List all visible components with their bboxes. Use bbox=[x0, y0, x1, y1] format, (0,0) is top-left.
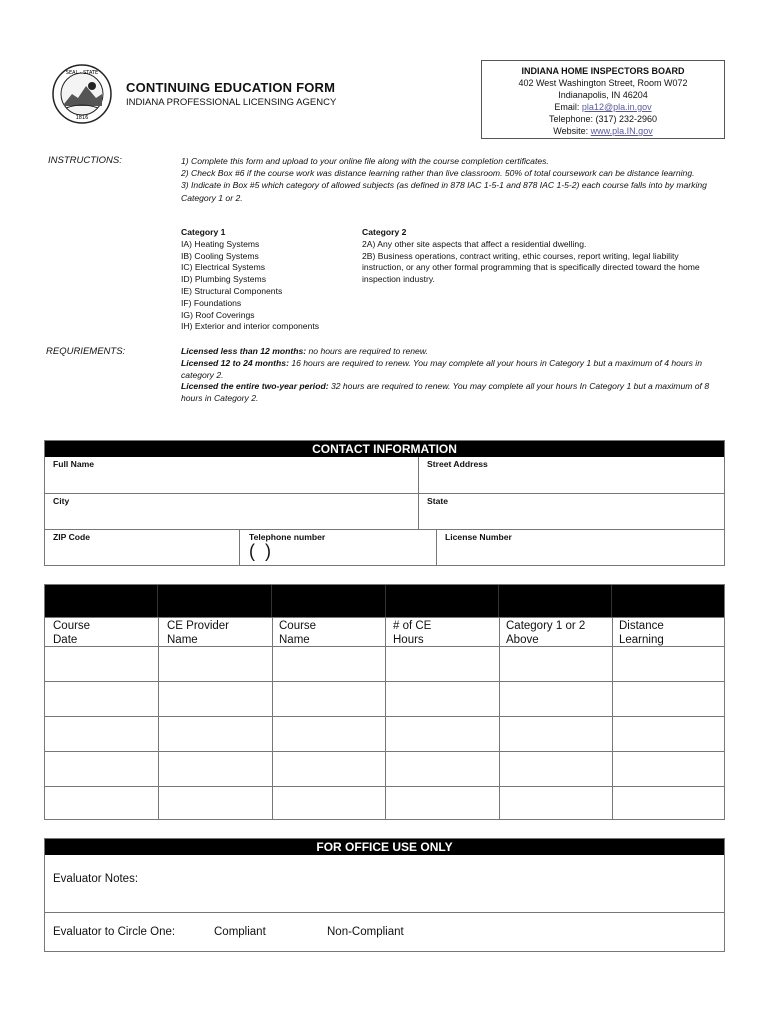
contact-heading: CONTACT INFORMATION bbox=[45, 441, 724, 457]
cat2-item: 2A) Any other site aspects that affect a residential dwelling. bbox=[362, 238, 587, 249]
evaluator-circle-label: Evaluator to Circle One: bbox=[53, 926, 176, 938]
course-row[interactable] bbox=[45, 717, 724, 751]
column-header-course-name: Course Name bbox=[279, 620, 317, 646]
svg-text:1816: 1816 bbox=[75, 115, 89, 121]
city-field[interactable]: City bbox=[45, 494, 419, 530]
svg-text:SEAL · STATE: SEAL · STATE bbox=[65, 70, 99, 76]
website-label: Website: bbox=[553, 126, 589, 136]
state-seal-icon bbox=[52, 64, 112, 124]
cat1-item: IB) Cooling Systems bbox=[181, 250, 259, 261]
category-1-list bbox=[181, 227, 356, 333]
contact-information-table bbox=[44, 440, 725, 566]
requirements-label: REQURIEMENTS: bbox=[46, 346, 126, 357]
column-header-ce-provider: CE Provider Name bbox=[167, 620, 229, 646]
board-address-line2: Indianapolis, IN 46204 bbox=[558, 90, 648, 100]
office-heading: FOR OFFICE USE ONLY bbox=[45, 839, 724, 855]
zip-code-field[interactable]: ZIP Code bbox=[45, 530, 240, 565]
requirement-1: Licensed less than 12 months: no hours are required to renew. bbox=[181, 346, 428, 356]
cat1-item: IH) Exterior and interior components bbox=[181, 321, 320, 332]
telephone-field[interactable]: Telephone number ( ) bbox=[240, 530, 437, 565]
cat1-item: IE) Structural Components bbox=[181, 285, 283, 296]
instructions-label: INSTRUCTIONS: bbox=[48, 155, 122, 166]
instruction-2: 2) Check Box #6 if the course work was distance learning rather than live classroom. 50% of total coursework can be distance learning. bbox=[181, 168, 695, 179]
area-code-close-paren: ) bbox=[265, 541, 271, 561]
course-table bbox=[44, 584, 725, 820]
compliant-option[interactable]: Compliant bbox=[214, 926, 266, 938]
evaluator-notes-field[interactable] bbox=[45, 855, 724, 912]
cat1-item: IC) Electrical Systems bbox=[181, 262, 266, 273]
instruction-3: 3) Indicate in Box #5 which category of allowed subjects (as defined in 878 IAC 1-5-1 and 878 IAC 1-5-2) each course falls into by marking Category 1 or 2. bbox=[181, 180, 707, 203]
website-link[interactable]: www.pla.IN.gov bbox=[590, 126, 653, 136]
board-phone: Telephone: (317) 232-2960 bbox=[548, 114, 658, 124]
cat1-item: IF) Foundations bbox=[181, 297, 242, 308]
area-code-open-paren: ( bbox=[249, 541, 255, 561]
cat2-item: 2B) Business operations, contract writing, ethic courses, report writing, legal liability instruction, or any other formal programming that is specifically directed toward the home inspection industry. bbox=[362, 250, 700, 285]
board-contact-box bbox=[481, 60, 725, 139]
agency-name: INDIANA PROFESSIONAL LICENSING AGENCY bbox=[126, 97, 337, 108]
board-name: INDIANA HOME INSPECTORS BOARD bbox=[521, 66, 685, 76]
category-1-title: Category 1 bbox=[181, 227, 226, 237]
course-row[interactable] bbox=[45, 682, 724, 716]
requirement-2: Licensed 12 to 24 months: 16 hours are required to renew. You may complete all your hours in Category 1 but a maximum of 4 hours in category 2. bbox=[181, 357, 702, 380]
column-header-distance-learning: Distance Learning bbox=[619, 620, 664, 646]
category-2-title: Category 2 bbox=[362, 227, 407, 237]
course-row[interactable] bbox=[45, 752, 724, 786]
column-header-course-date: Course Date bbox=[53, 620, 91, 646]
course-row[interactable] bbox=[45, 647, 724, 681]
requirements-text bbox=[181, 346, 721, 405]
full-name-field[interactable]: Full Name bbox=[45, 457, 419, 494]
course-row[interactable] bbox=[45, 787, 724, 819]
license-number-field[interactable]: License Number bbox=[445, 532, 512, 542]
requirement-3: Licensed the entire two-year period: 32 hours are required to renew. You may complete all your hours In Category 1 but a maximum of 8 hours in Category 2. bbox=[181, 381, 710, 404]
email-label: Email: bbox=[554, 102, 580, 112]
cat1-item: IG) Roof Coverings bbox=[181, 309, 255, 320]
evaluator-notes-label: Evaluator Notes: bbox=[53, 873, 139, 885]
email-link[interactable]: pla12@pla.in.gov bbox=[581, 102, 652, 112]
category-2-list bbox=[362, 227, 707, 286]
board-email-row bbox=[482, 101, 724, 113]
street-address-field[interactable]: Street Address bbox=[419, 457, 724, 494]
cat1-item: ID) Plumbing Systems bbox=[181, 274, 267, 285]
office-use-section bbox=[44, 838, 725, 952]
board-address-line1: 402 West Washington Street, Room W072 bbox=[518, 78, 688, 88]
column-header-ce-hours: # of CE Hours bbox=[393, 620, 432, 646]
instructions-text bbox=[181, 155, 716, 204]
column-header-category: Category 1 or 2 Above bbox=[506, 620, 586, 646]
state-field[interactable]: State bbox=[419, 494, 724, 530]
form-title: CONTINUING EDUCATION FORM bbox=[126, 80, 336, 95]
instruction-1: 1) Complete this form and upload to your online file along with the course completion certificates. bbox=[181, 156, 549, 166]
non-compliant-option[interactable]: Non-Compliant bbox=[327, 926, 404, 938]
board-website-row bbox=[482, 125, 724, 137]
cat1-item: IA) Heating Systems bbox=[181, 238, 260, 249]
